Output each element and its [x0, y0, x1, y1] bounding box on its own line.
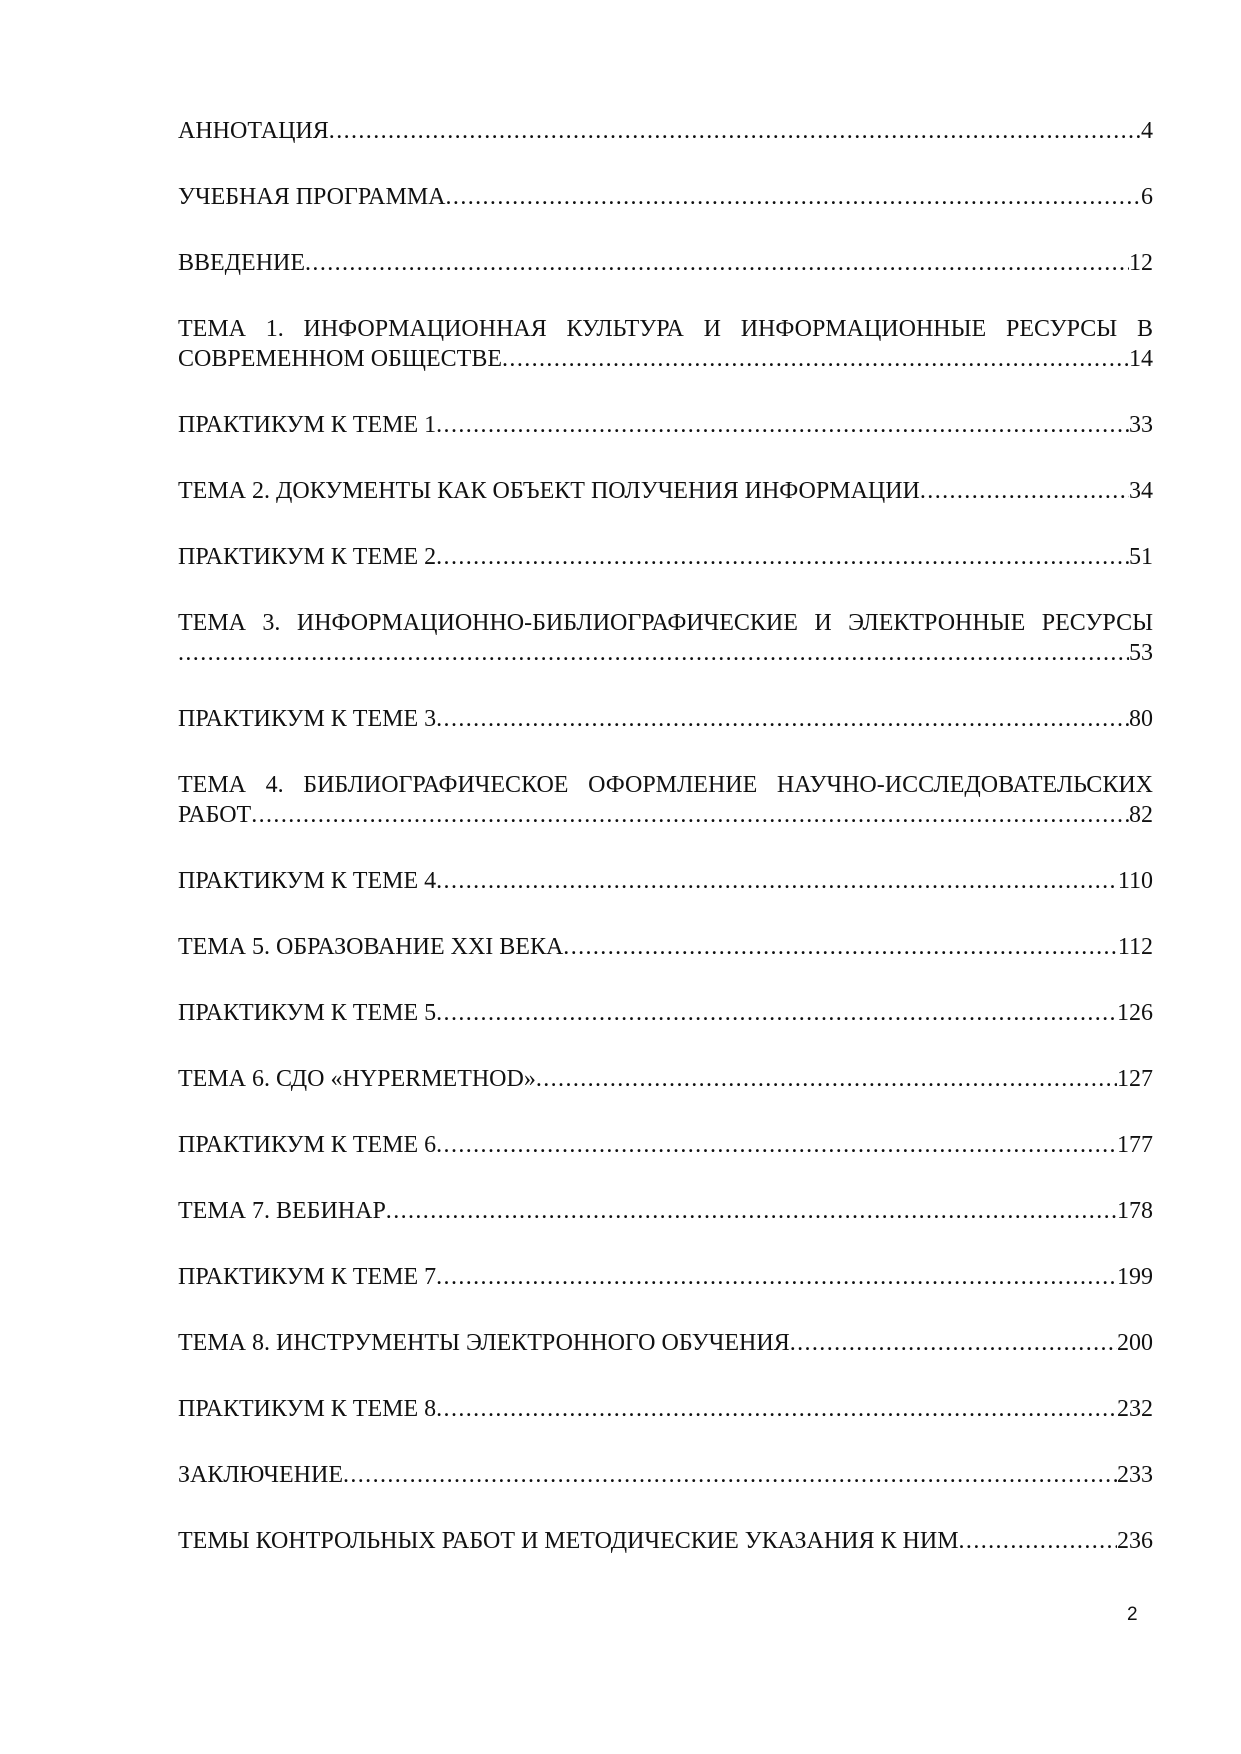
toc-entry[interactable] [178, 866, 1153, 896]
toc-entry[interactable] [178, 1328, 1153, 1358]
toc-entry-page: 236 [1117, 1528, 1153, 1554]
toc-entry-page: 233 [1117, 1462, 1153, 1488]
toc-entry[interactable] [178, 1196, 1153, 1226]
toc-entry-title: ПРАКТИКУМ К ТЕМЕ 2 [178, 544, 437, 570]
toc-entry-title: ТЕМА 6. СДО «HYPERMETHOD» [178, 1066, 536, 1092]
toc-entry[interactable] [178, 1394, 1153, 1424]
toc-dot-leader [436, 410, 1129, 440]
toc-entry-title: ПРАКТИКУМ К ТЕМЕ 7 [178, 1264, 437, 1290]
toc-entry-page: 178 [1117, 1198, 1153, 1224]
toc-entry[interactable] [178, 1130, 1153, 1160]
toc-entry-title: ПРАКТИКУМ К ТЕМЕ 3 [178, 706, 437, 732]
toc-entry[interactable] [178, 998, 1153, 1028]
toc-entry[interactable] [178, 1262, 1153, 1292]
toc-entry-title: АННОТАЦИЯ [178, 118, 329, 144]
toc-entry-title: ПРАКТИКУМ К ТЕМЕ 6 [178, 1132, 437, 1158]
toc-entry[interactable] [178, 1460, 1153, 1490]
toc-entry-page: 126 [1117, 1000, 1153, 1026]
toc-dot-leader [386, 1196, 1117, 1226]
page-number: 2 [1127, 1604, 1138, 1625]
toc-dot-leader [251, 800, 1129, 830]
toc-entry-page: 199 [1117, 1264, 1153, 1290]
toc-entry[interactable] [178, 608, 1153, 668]
toc-entry-page: 53 [1129, 640, 1153, 666]
toc-entry-title: ВВЕДЕНИЕ [178, 250, 306, 276]
toc-entry-title-line1: ТЕМА 3. ИНФОРМАЦИОННО-БИБЛИОГРАФИЧЕСКИЕ И ЭЛЕКТРОННЫЕ РЕСУРСЫ [178, 610, 1153, 636]
toc-dot-leader [436, 1394, 1117, 1424]
toc-entry[interactable] [178, 770, 1153, 830]
toc-dot-leader [436, 998, 1117, 1028]
toc-dot-leader [436, 704, 1129, 734]
toc-entry[interactable] [178, 932, 1153, 962]
toc-entry[interactable] [178, 476, 1153, 506]
toc-entry-title: ЗАКЛЮЧЕНИЕ [178, 1462, 343, 1488]
toc-entry[interactable] [178, 704, 1153, 734]
toc-dot-leader [305, 248, 1129, 278]
toc-entry-title: СОВРЕМЕННОМ ОБЩЕСТВЕ [178, 346, 503, 372]
toc-entry-page: 33 [1129, 412, 1153, 438]
toc-dot-leader [436, 866, 1118, 896]
toc-dot-leader [436, 1262, 1117, 1292]
toc-dot-leader [178, 638, 1129, 668]
toc-entry-title: ТЕМА 7. ВЕБИНАР [178, 1198, 386, 1224]
toc-entry-page: 80 [1129, 706, 1153, 732]
toc-entry[interactable] [178, 410, 1153, 440]
table-of-contents [178, 116, 1153, 1592]
toc-entry-title-line1: ТЕМА 1. ИНФОРМАЦИОННАЯ КУЛЬТУРА И ИНФОРМАЦИОННЫЕ РЕСУРСЫ В [178, 316, 1153, 342]
toc-dot-leader [959, 1526, 1117, 1556]
toc-dot-leader [436, 542, 1129, 572]
toc-entry-title: ПРАКТИКУМ К ТЕМЕ 4 [178, 868, 437, 894]
toc-entry-title: ПРАКТИКУМ К ТЕМЕ 1 [178, 412, 437, 438]
toc-entry-page: 200 [1117, 1330, 1153, 1356]
toc-entry-page: 51 [1129, 544, 1153, 570]
toc-entry-page: 112 [1117, 934, 1153, 960]
toc-entry[interactable] [178, 1526, 1153, 1556]
toc-entry-title: ТЕМА 5. ОБРАЗОВАНИЕ XXI ВЕКА [178, 934, 564, 960]
toc-entry-title: ТЕМЫ КОНТРОЛЬНЫХ РАБОТ И МЕТОДИЧЕСКИЕ УКАЗАНИЯ К НИМ [178, 1528, 959, 1554]
toc-dot-leader [563, 932, 1118, 962]
toc-entry[interactable] [178, 1064, 1153, 1094]
toc-dot-leader [446, 182, 1141, 212]
toc-entry[interactable] [178, 182, 1153, 212]
toc-entry-title: УЧЕБНАЯ ПРОГРАММА [178, 184, 446, 210]
toc-entry-page: 34 [1129, 478, 1153, 504]
toc-entry[interactable] [178, 116, 1153, 146]
toc-dot-leader [920, 476, 1129, 506]
toc-entry[interactable] [178, 314, 1153, 374]
toc-entry[interactable] [178, 542, 1153, 572]
toc-entry-page: 6 [1141, 184, 1153, 210]
toc-dot-leader [790, 1328, 1117, 1358]
toc-entry-page: 82 [1129, 802, 1153, 828]
toc-entry[interactable] [178, 248, 1153, 278]
toc-entry-page: 4 [1141, 118, 1153, 144]
toc-entry-page: 14 [1129, 346, 1153, 372]
toc-entry-title: ТЕМА 8. ИНСТРУМЕНТЫ ЭЛЕКТРОННОГО ОБУЧЕНИЯ [178, 1330, 790, 1356]
toc-entry-page: 12 [1129, 250, 1153, 276]
toc-entry-title: ПРАКТИКУМ К ТЕМЕ 8 [178, 1396, 437, 1422]
toc-entry-title: ПРАКТИКУМ К ТЕМЕ 5 [178, 1000, 437, 1026]
toc-dot-leader [329, 116, 1141, 146]
toc-entry-page: 127 [1117, 1066, 1153, 1092]
toc-entry-page: 232 [1117, 1396, 1153, 1422]
toc-entry-page: 177 [1117, 1132, 1153, 1158]
toc-entry-title-line1: ТЕМА 4. БИБЛИОГРАФИЧЕСКОЕ ОФОРМЛЕНИЕ НАУЧНО-ИССЛЕДОВАТЕЛЬСКИХ [178, 772, 1153, 798]
toc-entry-page: 110 [1117, 868, 1153, 894]
toc-dot-leader [343, 1460, 1117, 1490]
toc-dot-leader [436, 1130, 1117, 1160]
toc-entry-title: РАБОТ [178, 802, 252, 828]
toc-dot-leader [502, 344, 1129, 374]
toc-dot-leader [536, 1064, 1117, 1094]
toc-entry-title: ТЕМА 2. ДОКУМЕНТЫ КАК ОБЪЕКТ ПОЛУЧЕНИЯ ИНФОРМАЦИИ [178, 478, 920, 504]
